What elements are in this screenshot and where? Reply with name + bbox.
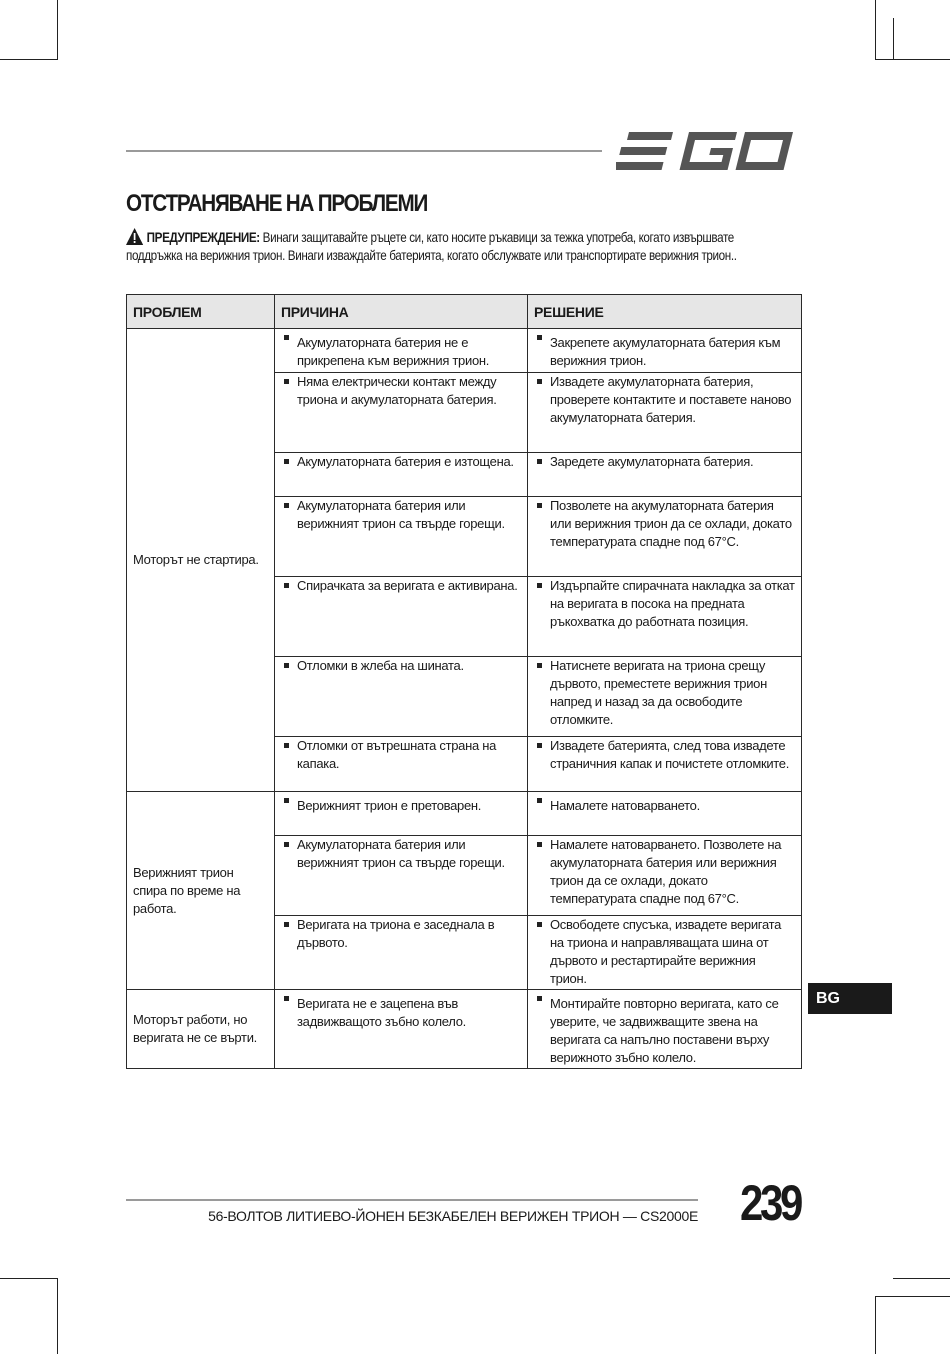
cause-cell [275,453,528,497]
crop-mark [893,18,894,60]
troubleshooting-table [126,294,802,1069]
solution-text: Извадете батерията, след това извадете страничния капак и почистете отломките. [528,737,801,773]
cause-text: Акумулаторната батерия или верижният трион са твърде горещи. [275,497,527,533]
warning-text-line1: Винаги защитавайте ръцете си, като носите ръкавици за тежка употреба, когато извършвате [262,230,734,245]
solution-text: Позволете на акумулаторната батерия или верижния трион да се охлади, докато температурата спадне под 67°C. [528,497,801,551]
cause-cell [275,577,528,657]
cause-cell [275,329,528,373]
solution-text: Намалете натоварването. [528,792,801,815]
cause-text: Спирачката за веригата е активирана. [275,577,527,595]
cause-text: Веригата на триона е заседнала в дървото. [275,916,527,952]
table-row [127,990,802,1069]
solution-cell [528,792,802,836]
cause-cell [275,497,528,577]
cause-text: Веригата не е зацепена във задвижващото зъбно колело. [275,990,527,1031]
solution-text: Издърпайте спирачната накладка за откат на веригата в посока на предната ръкохватка до работната позиция. [528,577,801,631]
language-tab: BG [808,983,892,1014]
solution-cell [528,497,802,577]
solution-text: Закрепете акумулаторната батерия към верижния трион. [528,329,801,370]
page-title: ОТСТРАНЯВАНЕ НА ПРОБЛЕМИ [126,190,428,217]
table-row [127,792,802,836]
table-row [127,329,802,373]
solution-text: Натиснете веригата на триона срещу дървото, преместете верижния трион напред и назад за да освободите отломките. [528,657,801,729]
solution-cell [528,737,802,792]
crop-mark [875,59,950,60]
header-cause: ПРИЧИНА [275,295,528,329]
solution-cell [528,836,802,916]
problem-cell: Моторът работи, но веригата не се върти. [127,990,275,1069]
crop-mark [0,59,58,60]
cause-cell [275,990,528,1069]
crop-mark [875,1296,950,1297]
cause-text: Акумулаторната батерия или верижният трион са твърде горещи. [275,836,527,872]
solution-text: Монтирайте повторно веригата, като се уверите, че задвижващите звена на веригата са напълно поставени върху верижното зъбно колело. [528,990,801,1067]
warning-text-line2: поддръжка на верижния трион. Винаги изваждайте батерията, когато обслужвате или транспортирате верижния трион.. [126,248,737,263]
solution-text: Освободете спусъка, извадете веригата на триона и направляващата шина от дървото и рестартирайте верижния трион. [528,916,801,988]
solution-text: Извадете акумулаторната батерия, проверете контактите и поставете наново акумулаторната батерия. [528,373,801,427]
cause-cell [275,373,528,453]
footer-product-title: 56-ВОЛТОВ ЛИТИЕВО-ЙОНЕН БЕЗКАБЕЛЕН ВЕРИЖЕН ТРИОН — CS2000E [208,1208,698,1224]
cause-text: Отломки в жлеба на шината. [275,657,527,675]
solution-cell [528,453,802,497]
ego-logo [616,128,800,174]
warning-triangle-icon [126,228,143,245]
problem-cell: Моторът не стартира. [127,329,275,792]
cause-text: Отломки от вътрешната страна на капака. [275,737,527,773]
solution-cell [528,990,802,1069]
crop-mark [875,1296,876,1354]
warning-notice [126,228,805,265]
cause-text: Няма електрически контакт между триона и акумулаторната батерия. [275,373,527,409]
problem-cell: Верижният трион спира по време на работа. [127,792,275,990]
solution-cell [528,916,802,990]
cause-cell [275,657,528,737]
table-header-row [127,295,802,329]
cause-text: Акумулаторната батерия не е прикрепена към верижния трион. [275,329,527,370]
cause-text: Акумулаторната батерия е изтощена. [275,453,527,471]
cause-text: Верижният трион е претоварен. [275,792,527,815]
cause-cell [275,737,528,792]
solution-text: Намалете натоварването. Позволете на акумулаторната батерия или верижния трион да се охлади, докато температурата спадне под 67°C. [528,836,801,908]
header-rule [126,150,602,152]
crop-mark [57,1278,58,1354]
warning-label: ПРЕДУПРЕЖДЕНИЕ: [146,230,260,245]
cause-cell [275,792,528,836]
page-number: 239 [740,1175,801,1231]
header-problem: ПРОБЛЕМ [127,295,275,329]
crop-mark [57,0,58,60]
header-solution: РЕШЕНИЕ [528,295,802,329]
solution-cell [528,373,802,453]
crop-mark [893,1278,950,1279]
solution-text: Заредете акумулаторната батерия. [528,453,801,471]
footer-rule [126,1199,698,1201]
cause-cell [275,836,528,916]
crop-mark [875,0,876,60]
crop-mark [0,1278,58,1279]
solution-cell [528,329,802,373]
solution-cell [528,657,802,737]
cause-cell [275,916,528,990]
solution-cell [528,577,802,657]
